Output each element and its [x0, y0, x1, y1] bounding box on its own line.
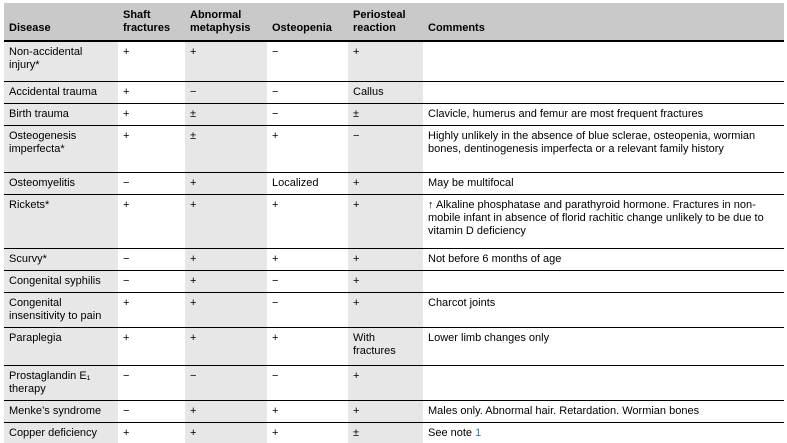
- abnormal-metaphysis-value: −: [190, 369, 197, 382]
- abnormal-metaphysis-value: +: [190, 176, 197, 189]
- cell-shaft-fractures: [118, 125, 185, 172]
- osteopenia-value: −: [272, 369, 279, 382]
- comment-text: See note: [428, 426, 476, 439]
- table-row: [4, 422, 784, 443]
- shaft-fractures-value: +: [123, 46, 130, 58]
- cell-disease: [4, 292, 118, 327]
- periosteal-reaction-value: +: [353, 296, 360, 309]
- table-header: [4, 3, 784, 41]
- shaft-fractures-value: −: [123, 369, 130, 382]
- abnormal-metaphysis-value: ±: [190, 129, 197, 142]
- cell-disease: [4, 327, 118, 365]
- shaft-fractures-value: +: [123, 296, 130, 309]
- cell-disease: [4, 194, 118, 248]
- cell-shaft-fractures: [118, 400, 185, 422]
- disease-name: Accidental trauma: [9, 85, 98, 98]
- cell-osteopenia: [267, 400, 348, 422]
- cell-comments: [423, 81, 784, 103]
- table-body: [4, 41, 784, 443]
- disease-name: Scurvy*: [9, 252, 47, 265]
- cell-abnormal-metaphysis: [185, 400, 267, 422]
- abnormal-metaphysis-value: ±: [190, 107, 197, 120]
- cell-disease: [4, 103, 118, 125]
- cell-comments: [423, 248, 784, 270]
- cell-abnormal-metaphysis: [185, 81, 267, 103]
- periosteal-reaction-value: ±: [353, 107, 360, 120]
- periosteal-reaction-value: +: [353, 404, 360, 417]
- cell-osteopenia: [267, 103, 348, 125]
- shaft-fractures-value: +: [123, 198, 130, 211]
- cell-comments: [423, 103, 784, 125]
- disease-name: Birth trauma: [9, 107, 69, 120]
- abnormal-metaphysis-value: +: [190, 426, 197, 439]
- cell-periosteal-reaction: [348, 194, 423, 248]
- table-row: [4, 172, 784, 194]
- disease-name: Non-accidental injury*: [9, 46, 83, 71]
- cell-disease: [4, 270, 118, 292]
- shaft-fractures-value: +: [123, 107, 130, 120]
- comment-text: Charcot joints: [428, 296, 496, 309]
- table-row: [4, 365, 784, 400]
- cell-periosteal-reaction: [348, 327, 423, 365]
- col-header-disease: Disease: [4, 3, 118, 41]
- cell-disease: [4, 365, 118, 400]
- cell-abnormal-metaphysis: [185, 327, 267, 365]
- cell-shaft-fractures: [118, 248, 185, 270]
- disease-name: Osteomyelitis: [9, 176, 76, 189]
- cell-osteopenia: [267, 270, 348, 292]
- cell-comments: [423, 292, 784, 327]
- disease-name: Menke’s syndrome: [9, 404, 102, 417]
- abnormal-metaphysis-value: +: [190, 331, 197, 344]
- disease-name: Congenital syphilis: [9, 274, 101, 287]
- table-row: [4, 194, 784, 248]
- cell-shaft-fractures: [118, 172, 185, 194]
- col-header-osteopenia: Osteopenia: [267, 3, 348, 41]
- shaft-fractures-value: +: [123, 331, 130, 344]
- cell-shaft-fractures: [118, 327, 185, 365]
- cell-disease: [4, 81, 118, 103]
- comment-text: May be multifocal: [428, 176, 514, 189]
- shaft-fractures-value: −: [123, 274, 130, 287]
- periosteal-reaction-value: ±: [353, 426, 360, 439]
- periosteal-reaction-value: +: [353, 198, 360, 211]
- cell-abnormal-metaphysis: [185, 292, 267, 327]
- table-row: [4, 81, 784, 103]
- cell-abnormal-metaphysis: [185, 248, 267, 270]
- cell-abnormal-metaphysis: [185, 422, 267, 443]
- cell-osteopenia: [267, 422, 348, 443]
- col-header-periosteal-reaction: Periosteal reaction: [348, 3, 423, 41]
- cell-comments: [423, 422, 784, 443]
- osteopenia-value: Localized: [272, 176, 319, 189]
- cell-periosteal-reaction: [348, 103, 423, 125]
- osteopenia-value: −: [272, 107, 279, 120]
- cell-comments: [423, 270, 784, 292]
- abnormal-metaphysis-value: +: [190, 252, 197, 265]
- cell-abnormal-metaphysis: [185, 172, 267, 194]
- cell-periosteal-reaction: [348, 172, 423, 194]
- cell-abnormal-metaphysis: [185, 125, 267, 172]
- cell-osteopenia: [267, 248, 348, 270]
- shaft-fractures-value: −: [123, 252, 130, 265]
- periosteal-reaction-value: Callus: [353, 85, 384, 98]
- cell-osteopenia: [267, 194, 348, 248]
- abnormal-metaphysis-value: −: [190, 85, 197, 98]
- periosteal-reaction-value: −: [353, 129, 360, 142]
- shaft-fractures-value: −: [123, 404, 130, 417]
- periosteal-reaction-value: +: [353, 274, 360, 287]
- disease-name: Osteogenesis imperfecta*: [9, 129, 77, 155]
- disease-name: Copper deficiency: [9, 426, 98, 439]
- cell-abnormal-metaphysis: [185, 365, 267, 400]
- osteopenia-value: +: [272, 198, 279, 211]
- osteopenia-value: −: [272, 85, 279, 98]
- cell-comments: [423, 194, 784, 248]
- table-row: [4, 400, 784, 422]
- table-row: [4, 125, 784, 172]
- cell-periosteal-reaction: [348, 270, 423, 292]
- cell-disease: [4, 172, 118, 194]
- periosteal-reaction-value: With fractures: [353, 331, 396, 357]
- periosteal-reaction-value: +: [353, 252, 360, 265]
- osteopenia-value: +: [272, 426, 279, 439]
- cell-periosteal-reaction: [348, 125, 423, 172]
- cell-periosteal-reaction: [348, 292, 423, 327]
- table-row: [4, 327, 784, 365]
- note-link[interactable]: 1: [475, 426, 482, 439]
- abnormal-metaphysis-value: +: [190, 198, 197, 211]
- cell-periosteal-reaction: [348, 41, 423, 81]
- disease-name: Paraplegia: [9, 331, 62, 344]
- header-row: [4, 3, 784, 41]
- col-header-comments: Comments: [423, 3, 784, 41]
- col-header-abnormal-metaphysis: Abnormal metaphysis: [185, 3, 267, 41]
- table-row: [4, 41, 784, 81]
- shaft-fractures-value: +: [123, 85, 130, 98]
- cell-osteopenia: [267, 172, 348, 194]
- cell-osteopenia: [267, 327, 348, 365]
- table-row: [4, 270, 784, 292]
- comment-text: Lower limb changes only: [428, 331, 550, 344]
- cell-shaft-fractures: [118, 292, 185, 327]
- cell-comments: [423, 41, 784, 81]
- cell-comments: [423, 327, 784, 365]
- cell-periosteal-reaction: [348, 365, 423, 400]
- cell-disease: [4, 125, 118, 172]
- osteopenia-value: −: [272, 46, 279, 58]
- disease-name: Congenital insensitivity to pain: [9, 296, 102, 322]
- cell-osteopenia: [267, 125, 348, 172]
- shaft-fractures-value: +: [123, 129, 130, 142]
- comment-text: Males only. Abnormal hair. Retardation. Wormian bones: [428, 404, 700, 417]
- cell-shaft-fractures: [118, 194, 185, 248]
- col-header-shaft-fractures: Shaft fractures: [118, 3, 185, 41]
- cell-osteopenia: [267, 365, 348, 400]
- abnormal-metaphysis-value: +: [190, 404, 197, 417]
- comment-text: Highly unlikely in the absence of blue sclerae, osteopenia, wormian bones, dentinogenesis imperfecta or a relevant family history: [428, 129, 756, 155]
- abnormal-metaphysis-value: +: [190, 296, 197, 309]
- osteopenia-value: +: [272, 404, 279, 417]
- periosteal-reaction-value: +: [353, 369, 360, 382]
- table-row: [4, 103, 784, 125]
- shaft-fractures-value: −: [123, 176, 130, 189]
- cell-shaft-fractures: [118, 422, 185, 443]
- cell-comments: [423, 365, 784, 400]
- cell-periosteal-reaction: [348, 81, 423, 103]
- cell-shaft-fractures: [118, 103, 185, 125]
- cell-periosteal-reaction: [348, 422, 423, 443]
- cell-shaft-fractures: [118, 270, 185, 292]
- abnormal-metaphysis-value: +: [190, 46, 197, 58]
- cell-shaft-fractures: [118, 81, 185, 103]
- cell-abnormal-metaphysis: [185, 41, 267, 81]
- cell-disease: [4, 248, 118, 270]
- periosteal-reaction-value: +: [353, 176, 360, 189]
- cell-abnormal-metaphysis: [185, 270, 267, 292]
- osteopenia-value: +: [272, 129, 279, 142]
- cell-abnormal-metaphysis: [185, 103, 267, 125]
- cell-shaft-fractures: [118, 365, 185, 400]
- osteopenia-value: −: [272, 274, 279, 287]
- comment-text: ↑ Alkaline phosphatase and parathyroid hormone. Fractures in non-mobile infant in absence of florid rachitic change unlikely to be due to vitamin D deficiency: [428, 198, 764, 237]
- abnormal-metaphysis-value: +: [190, 274, 197, 287]
- periosteal-reaction-value: +: [353, 46, 360, 58]
- cell-osteopenia: [267, 292, 348, 327]
- comment-text: Not before 6 months of age: [428, 252, 562, 265]
- cell-comments: [423, 172, 784, 194]
- cell-abnormal-metaphysis: [185, 194, 267, 248]
- cell-comments: [423, 125, 784, 172]
- shaft-fractures-value: +: [123, 426, 130, 439]
- table-row: [4, 292, 784, 327]
- cell-disease: [4, 41, 118, 81]
- cell-osteopenia: [267, 41, 348, 81]
- disease-name: Rickets*: [9, 198, 50, 211]
- cell-periosteal-reaction: [348, 400, 423, 422]
- disease-radiology-table: [4, 3, 784, 443]
- table-row: [4, 248, 784, 270]
- osteopenia-value: +: [272, 331, 279, 344]
- cell-shaft-fractures: [118, 41, 185, 81]
- cell-comments: [423, 400, 784, 422]
- osteopenia-value: −: [272, 296, 279, 309]
- comment-text: Clavicle, humerus and femur are most frequent fractures: [428, 107, 704, 120]
- cell-disease: [4, 422, 118, 443]
- cell-periosteal-reaction: [348, 248, 423, 270]
- cell-osteopenia: [267, 81, 348, 103]
- disease-name: Prostaglandin E₁ therapy: [9, 369, 91, 395]
- cell-disease: [4, 400, 118, 422]
- osteopenia-value: +: [272, 252, 279, 265]
